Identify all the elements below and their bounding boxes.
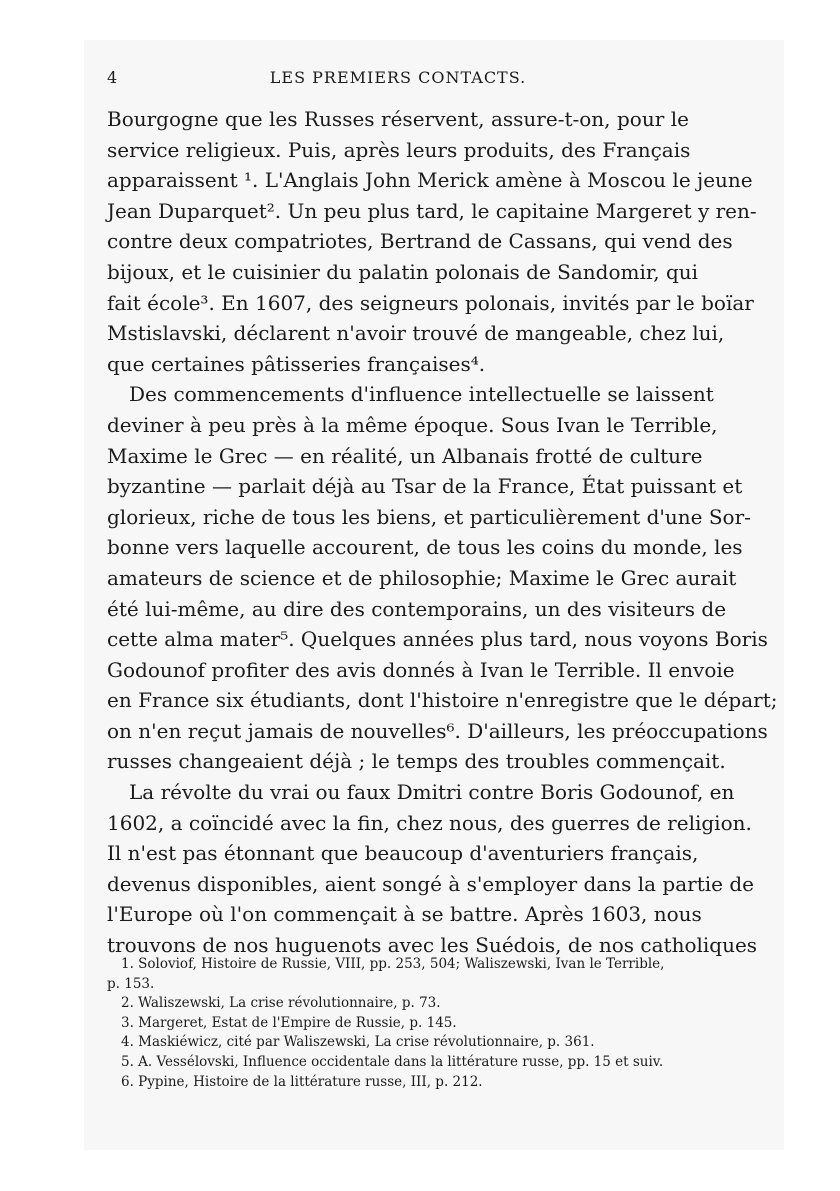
body-line: cette alma mater⁵. Quelques années plus tard, nous voyons Boris: [107, 627, 768, 652]
body-line: bonne vers laquelle accourent, de tous les coins du monde, les: [107, 535, 743, 560]
footnote: 1. Soloviof, Histoire de Russie, VIII, pp. 253, 504; Waliszewski, Ivan le Terrible,: [121, 956, 665, 972]
page-header: [107, 62, 689, 92]
footnote-continuation: p. 153.: [107, 975, 155, 992]
body-line: devenus disponibles, aient songé à s'employer dans la partie de: [107, 871, 754, 896]
body-line: deviner à peu près à la même époque. Sous Ivan le Terrible,: [107, 412, 718, 437]
body-line: Godounof profiter des avis donnés à Ivan le Terrible. Il envoie: [107, 657, 735, 682]
body-line: été lui-même, au dire des contemporains, un des visiteurs de: [107, 596, 727, 621]
body-line: russes changeaient déjà ; le temps des troubles commençait.: [107, 749, 726, 774]
body-line: que certaines pâtisseries françaises⁴.: [107, 351, 486, 376]
body-line: Bourgogne que les Russes réservent, assure-t-on, pour le: [107, 107, 689, 131]
body-line: apparaissent ¹. L'Anglais John Merick amène à Moscou le jeune: [107, 168, 753, 193]
body-line: service religieux. Puis, après leurs produits, des Français: [107, 137, 691, 162]
body-line: amateurs de science et de philosophie; Maxime le Grec aurait: [107, 565, 737, 590]
body-line: fait école³. En 1607, des seigneurs polonais, invités par le boïar: [107, 290, 754, 315]
body-line: byzantine — parlait déjà au Tsar de la France, État puissant et: [107, 474, 743, 499]
body-line: La révolte du vrai ou faux Dmitri contre Boris Godounof, en: [129, 780, 735, 805]
body-line: Mstislavski, déclarent n'avoir trouvé de mangeable, chez lui,: [107, 321, 725, 346]
body-line: bijoux, et le cuisinier du palatin polonais de Sandomir, qui: [107, 259, 699, 284]
footnote: 5. A. Vessélovski, Influence occidentale dans la littérature russe, pp. 15 et suiv.: [121, 1053, 664, 1070]
body-line: Il n'est pas étonnant que beaucoup d'aventuriers français,: [107, 841, 699, 866]
body-line: Des commencements d'influence intellectuelle se laissent: [129, 382, 714, 407]
body-line: glorieux, riche de tous les biens, et particulièrement d'une Sor-: [107, 504, 751, 529]
running-title: LES PREMIERS CONTACTS.: [269, 68, 527, 87]
body-line: on n'en reçut jamais de nouvelles⁶. D'ailleurs, les préoccupations: [107, 718, 768, 743]
footnote: 3. Margeret, Estat de l'Empire de Russie, p. 145.: [121, 1014, 457, 1031]
body-line: l'Europe où l'on commençait à se battre. Après 1603, nous: [107, 902, 702, 927]
footnote: 2. Waliszewski, La crise révolutionnaire, p. 73.: [121, 995, 441, 1012]
body-line: 1602, a coïncidé avec la fin, chez nous, des guerres de religion.: [107, 810, 752, 835]
body-line: Maxime le Grec — en réalité, un Albanais frotté de culture: [107, 443, 703, 468]
body-line: trouvons de nos huguenots avec les Suédois, de nos catholiques: [107, 933, 758, 958]
body-text: [107, 104, 778, 961]
body-line: Jean Duparquet². Un peu plus tard, le capitaine Margeret y ren-: [107, 198, 757, 223]
body-line: contre deux compatriotes, Bertrand de Cassans, qui vend des: [107, 229, 733, 254]
footnote: 4. Maskiéwicz, cité par Waliszewski, La crise révolutionnaire, p. 361.: [121, 1034, 595, 1051]
footnotes: [107, 955, 689, 1092]
body-line: en France six étudiants, dont l'histoire n'enregistre que le départ;: [107, 688, 778, 713]
page-number: 4: [107, 68, 119, 87]
footnote: 6. Pypine, Histoire de la littérature russe, III, p. 212.: [121, 1073, 483, 1090]
